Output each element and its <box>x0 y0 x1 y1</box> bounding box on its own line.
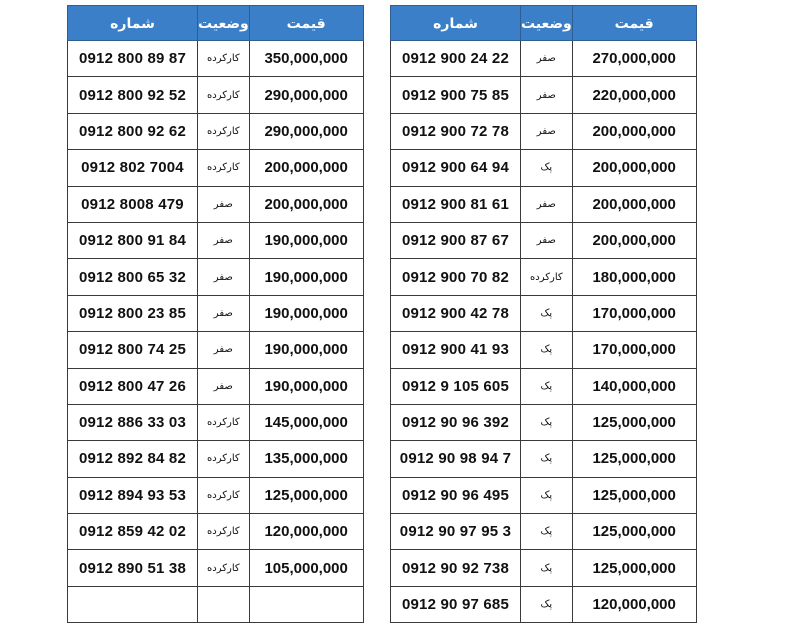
phone-number-cell: 0912 900 75 85 <box>391 77 521 113</box>
price-cell: 350,000,000 <box>249 41 363 77</box>
price-cell: 120,000,000 <box>572 586 696 622</box>
header-price: قیمت <box>572 6 696 41</box>
phone-number-cell: 0912 800 92 62 <box>68 113 198 149</box>
price-cell: 170,000,000 <box>572 295 696 331</box>
status-cell: پک <box>521 332 573 368</box>
status-cell: کارکرده <box>521 259 573 295</box>
table-row <box>391 368 697 404</box>
table-row <box>68 77 364 113</box>
status-cell: کارکرده <box>198 77 250 113</box>
phone-number-cell: 0912 90 97 95 3 <box>391 514 521 550</box>
status-cell: کارکرده <box>198 477 250 513</box>
status-cell: پک <box>521 441 573 477</box>
table-row <box>68 259 364 295</box>
phone-number-cell: 0912 90 97 685 <box>391 586 521 622</box>
phone-number-cell: 0912 892 84 82 <box>68 441 198 477</box>
status-cell: پک <box>521 295 573 331</box>
phone-number-cell: 0912 890 51 38 <box>68 550 198 586</box>
phone-number-cell: 0912 900 87 67 <box>391 222 521 258</box>
status-cell <box>198 586 250 622</box>
table-row <box>68 550 364 586</box>
status-cell: صفر <box>198 186 250 222</box>
phone-number-cell: 0912 900 41 93 <box>391 332 521 368</box>
phone-number-cell: 0912 900 64 94 <box>391 150 521 186</box>
status-cell: پک <box>521 586 573 622</box>
status-cell: پک <box>521 514 573 550</box>
table-row <box>391 550 697 586</box>
status-cell: صفر <box>198 222 250 258</box>
table-row <box>391 222 697 258</box>
price-cell: 120,000,000 <box>249 514 363 550</box>
status-cell: کارکرده <box>198 514 250 550</box>
phone-number-cell: 0912 800 23 85 <box>68 295 198 331</box>
table-row <box>68 477 364 513</box>
phone-number-cell: 0912 886 33 03 <box>68 404 198 440</box>
status-cell: صفر <box>521 77 573 113</box>
phone-number-cell: 0912 900 72 78 <box>391 113 521 149</box>
status-cell: کارکرده <box>198 41 250 77</box>
status-cell: کارکرده <box>198 441 250 477</box>
table-row <box>68 41 364 77</box>
status-cell: صفر <box>521 41 573 77</box>
status-cell: کارکرده <box>198 113 250 149</box>
table-row <box>68 186 364 222</box>
table-row <box>391 150 697 186</box>
phone-number-cell: 0912 9 105 605 <box>391 368 521 404</box>
price-cell: 145,000,000 <box>249 404 363 440</box>
status-cell: کارکرده <box>198 550 250 586</box>
status-cell: پک <box>521 150 573 186</box>
price-cell: 270,000,000 <box>572 41 696 77</box>
price-cell: 125,000,000 <box>249 477 363 513</box>
price-cell: 125,000,000 <box>572 404 696 440</box>
price-cell: 290,000,000 <box>249 113 363 149</box>
phone-number-cell: 0912 800 89 87 <box>68 41 198 77</box>
table-row <box>68 332 364 368</box>
table-row <box>68 150 364 186</box>
phone-number-cell: 0912 90 96 495 <box>391 477 521 513</box>
phone-number-cell: 0912 900 42 78 <box>391 295 521 331</box>
table-row <box>391 514 697 550</box>
table-row <box>391 186 697 222</box>
table-row <box>391 441 697 477</box>
price-cell: 220,000,000 <box>572 77 696 113</box>
table-row-empty <box>68 586 364 622</box>
status-cell: صفر <box>198 295 250 331</box>
status-cell: صفر <box>198 368 250 404</box>
table-row <box>391 404 697 440</box>
price-cell: 200,000,000 <box>249 150 363 186</box>
header-status: وضعیت <box>198 6 250 41</box>
status-cell: صفر <box>521 222 573 258</box>
phone-number-cell: 0912 800 65 32 <box>68 259 198 295</box>
header-row <box>68 6 364 41</box>
table-row <box>391 332 697 368</box>
header-price: قیمت <box>249 6 363 41</box>
status-cell: صفر <box>521 186 573 222</box>
price-cell: 190,000,000 <box>249 259 363 295</box>
price-cell: 200,000,000 <box>572 113 696 149</box>
phone-number-cell: 0912 90 96 392 <box>391 404 521 440</box>
price-cell: 190,000,000 <box>249 368 363 404</box>
phone-number-cell: 0912 900 70 82 <box>391 259 521 295</box>
phone-number-cell <box>68 586 198 622</box>
status-cell: صفر <box>198 259 250 295</box>
table-row <box>391 586 697 622</box>
table-row <box>391 259 697 295</box>
price-cell: 200,000,000 <box>572 222 696 258</box>
price-cell: 170,000,000 <box>572 332 696 368</box>
price-cell: 190,000,000 <box>249 332 363 368</box>
phone-number-cell: 0912 800 91 84 <box>68 222 198 258</box>
table-row <box>68 222 364 258</box>
table-row <box>68 113 364 149</box>
table-row <box>68 404 364 440</box>
phone-number-cell: 0912 800 47 26 <box>68 368 198 404</box>
table-row <box>391 477 697 513</box>
header-number: شماره <box>68 6 198 41</box>
phone-number-cell: 0912 894 93 53 <box>68 477 198 513</box>
table-row <box>391 41 697 77</box>
price-cell: 105,000,000 <box>249 550 363 586</box>
phone-number-cell: 0912 802 7004 <box>68 150 198 186</box>
price-cell: 290,000,000 <box>249 77 363 113</box>
phone-number-cell: 0912 90 98 94 7 <box>391 441 521 477</box>
header-number: شماره <box>391 6 521 41</box>
table-row <box>391 77 697 113</box>
price-cell: 125,000,000 <box>572 514 696 550</box>
phone-number-cell: 0912 8008 479 <box>68 186 198 222</box>
status-cell: پک <box>521 550 573 586</box>
phone-number-cell: 0912 900 81 61 <box>391 186 521 222</box>
price-cell: 140,000,000 <box>572 368 696 404</box>
price-cell <box>249 586 363 622</box>
price-cell: 190,000,000 <box>249 222 363 258</box>
table-row <box>68 441 364 477</box>
price-cell: 125,000,000 <box>572 441 696 477</box>
table-row <box>391 113 697 149</box>
price-cell: 125,000,000 <box>572 477 696 513</box>
status-cell: پک <box>521 477 573 513</box>
status-cell: صفر <box>198 332 250 368</box>
price-cell: 200,000,000 <box>572 186 696 222</box>
price-cell: 190,000,000 <box>249 295 363 331</box>
header-row <box>391 6 697 41</box>
price-cell: 200,000,000 <box>249 186 363 222</box>
price-cell: 180,000,000 <box>572 259 696 295</box>
phone-number-cell: 0912 90 92 738 <box>391 550 521 586</box>
table-row <box>68 368 364 404</box>
phone-number-cell: 0912 800 92 52 <box>68 77 198 113</box>
status-cell: صفر <box>521 113 573 149</box>
price-cell: 200,000,000 <box>572 150 696 186</box>
phone-number-cell: 0912 859 42 02 <box>68 514 198 550</box>
status-cell: کارکرده <box>198 404 250 440</box>
phone-number-cell: 0912 900 24 22 <box>391 41 521 77</box>
table-row <box>68 295 364 331</box>
status-cell: پک <box>521 368 573 404</box>
status-cell: کارکرده <box>198 150 250 186</box>
table-row <box>391 295 697 331</box>
price-cell: 135,000,000 <box>249 441 363 477</box>
price-table-left <box>67 5 364 623</box>
status-cell: پک <box>521 404 573 440</box>
price-table-right <box>390 5 697 623</box>
header-status: وضعیت <box>521 6 573 41</box>
table-row <box>68 514 364 550</box>
price-cell: 125,000,000 <box>572 550 696 586</box>
phone-number-cell: 0912 800 74 25 <box>68 332 198 368</box>
